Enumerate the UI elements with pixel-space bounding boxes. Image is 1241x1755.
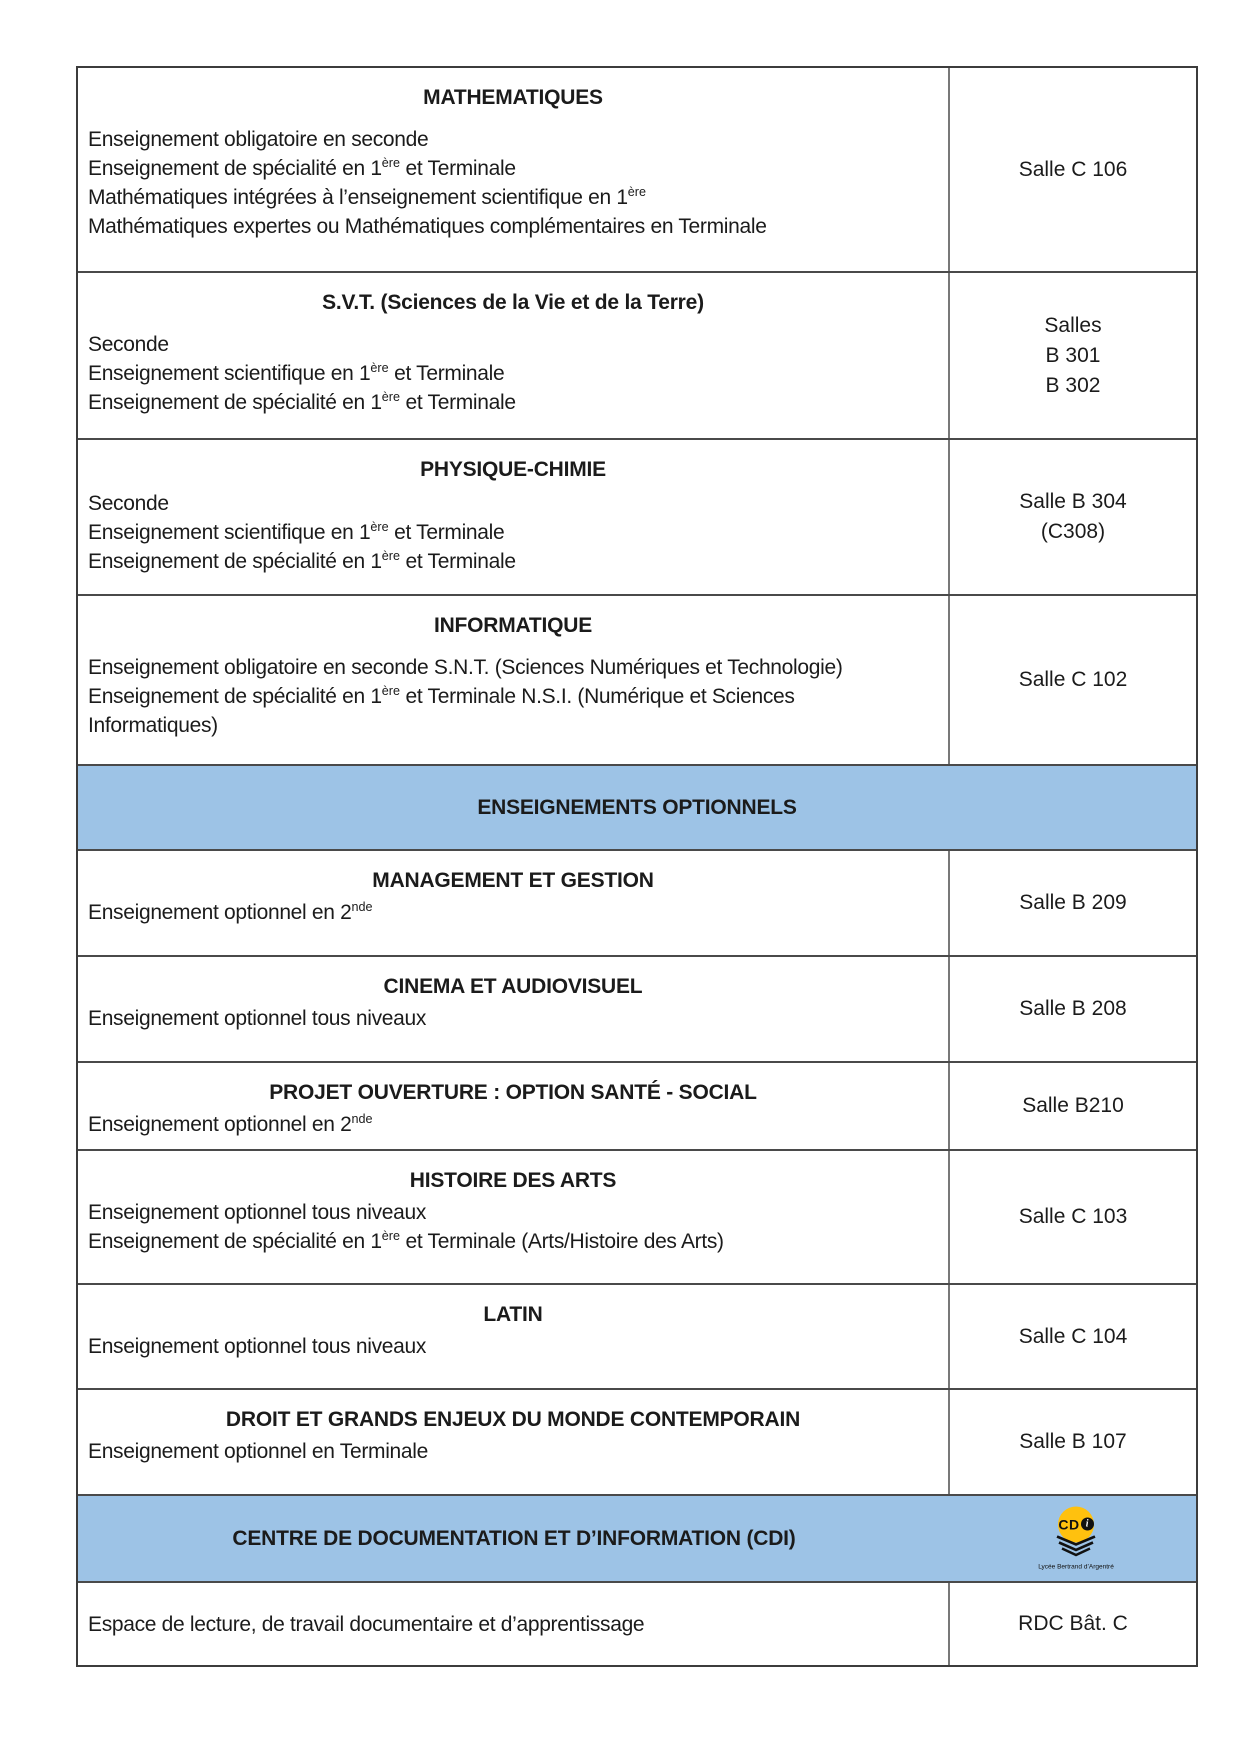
table-row bbox=[78, 1390, 1196, 1496]
subject-title: LATIN bbox=[483, 1303, 543, 1326]
subject-description-line: Enseignement optionnel tous niveaux bbox=[88, 1201, 427, 1224]
section-banner-row bbox=[78, 766, 1196, 851]
table-row bbox=[78, 68, 1196, 273]
room-cell bbox=[950, 957, 1196, 1061]
superscript: nde bbox=[351, 900, 373, 914]
subject-description-line: Mathématiques intégrées à l’enseignement scientifique en 1ère bbox=[88, 185, 646, 209]
room-cell bbox=[950, 1583, 1196, 1665]
room-value: Salle B 209 bbox=[1019, 891, 1127, 914]
room-value: Salle C 102 bbox=[1018, 668, 1128, 691]
room-cell bbox=[950, 1063, 1196, 1149]
subject-description-line: Seconde bbox=[88, 333, 169, 356]
logo-caption: Lycée Bertrand d’Argentré bbox=[1038, 1563, 1114, 1570]
superscript: ère bbox=[370, 361, 389, 375]
room-cell bbox=[950, 1285, 1196, 1388]
cdi-logo bbox=[1038, 1506, 1114, 1571]
subjects-table bbox=[76, 66, 1198, 1667]
room-cell bbox=[950, 851, 1196, 955]
subject-cell bbox=[78, 1063, 950, 1149]
subject-cell bbox=[78, 1285, 950, 1388]
subject-title: MATHEMATIQUES bbox=[423, 86, 603, 109]
room-value: B 301 bbox=[1045, 343, 1101, 367]
table-row bbox=[78, 1285, 1196, 1390]
subject-cell bbox=[78, 596, 950, 764]
room-cell bbox=[950, 273, 1196, 438]
subject-description-line: Enseignement obligatoire en seconde S.N.T. (Sciences Numériques et Technologie) bbox=[88, 656, 843, 679]
subject-title: DROIT ET GRANDS ENJEUX DU MONDE CONTEMPORAIN bbox=[225, 1408, 801, 1431]
room-value: B 302 bbox=[1045, 373, 1101, 397]
subject-description-line: Enseignement de spécialité en 1ère et Terminale bbox=[88, 390, 516, 414]
subject-title: CINEMA ET AUDIOVISUEL bbox=[383, 975, 643, 998]
table-row bbox=[78, 273, 1196, 440]
subject-cell bbox=[78, 440, 950, 594]
table-row bbox=[78, 596, 1196, 766]
table-row bbox=[78, 1583, 1196, 1665]
subject-description-line: Enseignement de spécialité en 1ère et Terminale (Arts/Histoire des Arts) bbox=[88, 1229, 724, 1253]
room-cell bbox=[950, 440, 1196, 594]
subject-cell bbox=[78, 1151, 950, 1283]
superscript: ère bbox=[381, 390, 400, 404]
room-value: Salle C 106 bbox=[1018, 157, 1128, 181]
subject-description-line: Enseignement de spécialité en 1ère et Terminale bbox=[88, 549, 516, 573]
superscript: ère bbox=[381, 156, 400, 170]
subject-cell bbox=[78, 68, 950, 271]
subject-description-line: Informatiques) bbox=[88, 714, 218, 737]
subject-description-line: Enseignement optionnel tous niveaux bbox=[88, 1335, 427, 1358]
room-value: Salle B210 bbox=[1022, 1094, 1124, 1117]
subject-cell bbox=[78, 1583, 950, 1665]
subject-title: S.V.T. (Sciences de la Vie et de la Terre) bbox=[322, 291, 704, 314]
superscript: ère bbox=[381, 684, 400, 698]
subject-title: PROJET OUVERTURE : OPTION SANTÉ - SOCIAL bbox=[269, 1081, 757, 1104]
subject-description-line: Enseignement optionnel en Terminale bbox=[88, 1440, 428, 1463]
room-cell bbox=[950, 596, 1196, 764]
subject-description-line: Enseignement optionnel en 2nde bbox=[88, 900, 373, 924]
subject-title: PHYSIQUE-CHIMIE bbox=[420, 458, 606, 481]
subject-description-line: Enseignement scientifique en 1ère et Terminale bbox=[88, 520, 505, 544]
table-row bbox=[78, 1063, 1196, 1151]
open-book-icon bbox=[1056, 1535, 1096, 1562]
subject-cell bbox=[78, 1390, 950, 1494]
subject-title: MANAGEMENT ET GESTION bbox=[372, 869, 654, 892]
subject-description-line: Enseignement scientifique en 1ère et Terminale bbox=[88, 361, 505, 385]
section-banner-label: ENSEIGNEMENTS OPTIONNELS bbox=[477, 795, 797, 819]
table-row bbox=[78, 440, 1196, 596]
section-banner-label: CENTRE DE DOCUMENTATION ET D’INFORMATION (CDI) bbox=[232, 1526, 796, 1550]
room-value: Salle C 104 bbox=[1018, 1324, 1128, 1348]
subject-description-line: Seconde bbox=[88, 492, 169, 515]
cdi-letters: CD bbox=[1058, 1516, 1080, 1532]
superscript: ère bbox=[381, 549, 400, 563]
subject-description-line: Enseignement obligatoire en seconde bbox=[88, 128, 429, 151]
subject-description-line: Enseignement optionnel en 2nde bbox=[88, 1112, 373, 1136]
room-value: (C308) bbox=[1040, 520, 1106, 543]
table-row bbox=[78, 851, 1196, 957]
subject-description-line: Espace de lecture, de travail documentaire et d’apprentissage bbox=[88, 1612, 645, 1636]
table-row bbox=[78, 1151, 1196, 1285]
superscript: ère bbox=[627, 185, 646, 199]
room-value: Salle B 208 bbox=[1019, 997, 1127, 1020]
room-value: RDC Bât. C bbox=[1018, 1612, 1128, 1635]
room-cell bbox=[950, 1390, 1196, 1494]
subject-description-line: Mathématiques expertes ou Mathématiques complémentaires en Terminale bbox=[88, 215, 767, 238]
room-value: Salle C 103 bbox=[1018, 1205, 1128, 1228]
info-icon: i bbox=[1081, 1518, 1094, 1531]
table-row bbox=[78, 957, 1196, 1063]
superscript: ère bbox=[370, 520, 389, 534]
room-cell bbox=[950, 68, 1196, 271]
superscript: ère bbox=[381, 1229, 400, 1243]
section-banner-row bbox=[78, 1496, 1196, 1583]
subject-description-line: Enseignement de spécialité en 1ère et Terminale N.S.I. (Numérique et Sciences bbox=[88, 684, 795, 708]
subject-description-line: Enseignement de spécialité en 1ère et Terminale bbox=[88, 156, 516, 180]
subject-cell bbox=[78, 851, 950, 955]
room-value: Salle B 107 bbox=[1019, 1430, 1127, 1453]
subject-description-line: Enseignement optionnel tous niveaux bbox=[88, 1007, 427, 1030]
subject-title: HISTOIRE DES ARTS bbox=[409, 1169, 617, 1192]
subject-cell bbox=[78, 273, 950, 438]
room-value: Salles bbox=[1044, 313, 1102, 337]
room-value: Salle B 304 bbox=[1019, 490, 1127, 513]
subject-title: INFORMATIQUE bbox=[433, 614, 593, 637]
superscript: nde bbox=[351, 1112, 373, 1126]
room-cell bbox=[950, 1151, 1196, 1283]
subject-cell bbox=[78, 957, 950, 1061]
